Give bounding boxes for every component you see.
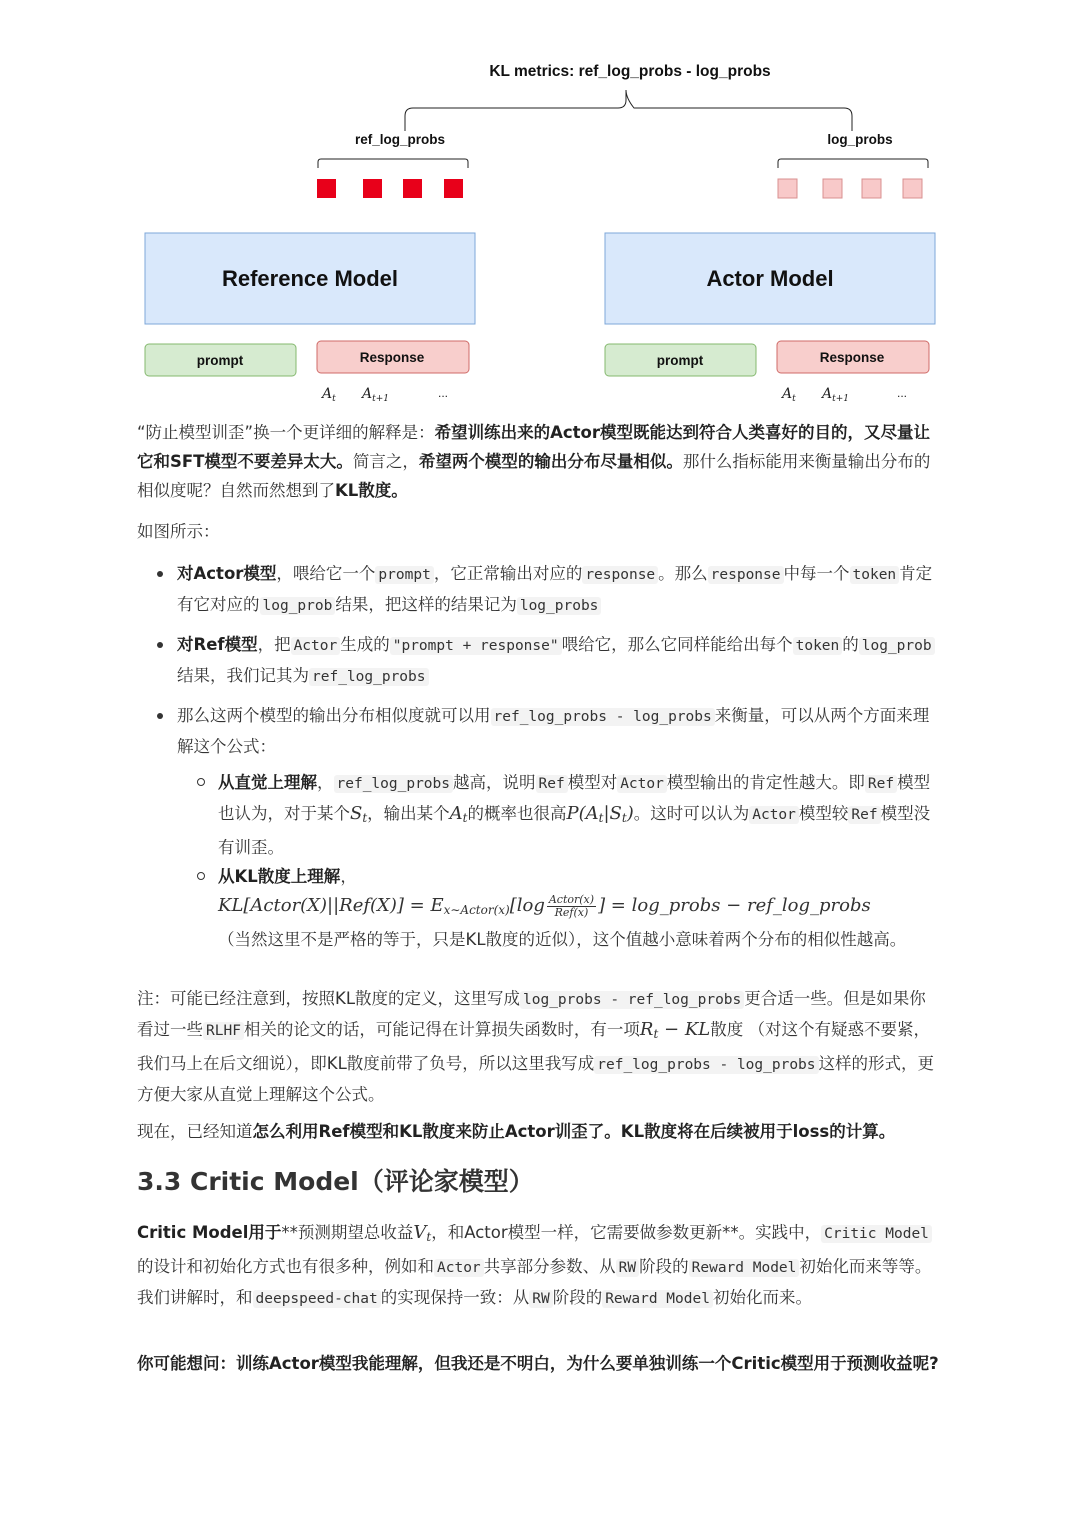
actor-token-1 <box>778 179 797 198</box>
s1-c6: Ref <box>848 806 880 824</box>
s1-c2: Ref <box>536 775 568 793</box>
p4-t5: 阶段的 <box>639 1257 689 1276</box>
b2-c2: "prompt + response" <box>390 637 562 655</box>
ref-token-4 <box>444 179 463 198</box>
as-shown-paragraph <box>137 517 941 546</box>
p1-bold-2: 希望两个模型的输出分布尽量相似。 <box>418 452 683 471</box>
s1-m3b: |S <box>603 803 622 824</box>
s2-t1: （当然这里不是严格的等于，只是KL散度的近似），这个值越小意味着两个分布的相似性越高。 <box>218 930 907 949</box>
left-token-a-t1-base: A <box>362 386 373 402</box>
b1-c2: response <box>582 566 658 584</box>
left-token-a-t-base: A <box>322 386 333 402</box>
b1-c5: log_prob <box>260 597 336 615</box>
note-t2: 更合适一些。但是如果你看过一些 <box>137 989 926 1039</box>
s2-fsub: x∼Actor(x) <box>443 903 510 917</box>
note-m1: R <box>639 1019 654 1040</box>
p5-bold: 你可能想问：训练Actor模型我能理解，但我还是不明白，为什么要单独训练一个Critic模型用于预测收益呢? <box>137 1354 939 1373</box>
s1-t2: 模型对 <box>567 773 618 792</box>
right-token-a-t <box>780 386 796 404</box>
kl-explanation-paragraph <box>137 418 941 505</box>
s1-t0: ， <box>317 773 334 792</box>
s1-m1: S <box>350 803 363 824</box>
s2-f2: [log <box>509 895 545 916</box>
section-heading-wrap <box>137 1166 941 1198</box>
b2-c1: Actor <box>291 637 341 655</box>
b3-c1: ref_log_probs - log_probs <box>491 708 715 726</box>
b3-t1: 那么这两个模型的输出分布相似度就可以用 <box>177 706 491 725</box>
kl-formula <box>218 892 871 919</box>
s1-t3: 模型输出的肯定性越大。即 <box>666 773 865 792</box>
note-math <box>640 1019 710 1040</box>
p4-c3: RW <box>616 1259 639 1277</box>
s2-t0: ， <box>340 867 357 886</box>
p4-t4: 共享部分参数、从 <box>483 1257 616 1276</box>
ref-token-2 <box>363 179 382 198</box>
question-paragraph <box>137 1349 941 1378</box>
s1-bold: 从直觉上理解 <box>218 773 317 792</box>
bullet-actor <box>137 559 941 621</box>
p4-t6: 初始化而来等等。我们讲解时，和 <box>137 1257 932 1307</box>
b2-t2: 生成的 <box>340 635 390 654</box>
s1-math-p <box>567 803 634 824</box>
right-label: log_probs <box>827 132 893 147</box>
p4-t2: ，和Actor模型一样，它需要做参数更新**。实践中， <box>431 1223 822 1242</box>
p4-t9: 初始化而来。 <box>712 1288 812 1307</box>
s1-t6: 的概率也很高 <box>467 804 567 823</box>
p1-bold-3: KL散度。 <box>335 481 408 500</box>
s1-m3s1: t <box>598 811 604 825</box>
s1-t1: 越高，说明 <box>453 773 536 792</box>
b1-c3: response <box>708 566 784 584</box>
critic-paragraph <box>137 1218 941 1314</box>
left-ellipsis: ... <box>438 386 449 400</box>
b3-t2: 来衡量，可以从两个方面来理解这个公式： <box>177 706 930 756</box>
right-ellipsis: ... <box>897 386 908 400</box>
left-token-a-t1 <box>360 386 389 404</box>
b2-t3: 喂给它，那么它同样能给出每个 <box>561 635 793 654</box>
p4-c6: RW <box>529 1290 552 1308</box>
s1-t9: 模型没有训歪。 <box>218 804 931 857</box>
p4-c4: Reward Model <box>689 1259 800 1277</box>
diagram-title: KL metrics: ref_log_probs - log_probs <box>489 63 771 80</box>
note-c2: RLHF <box>203 1022 244 1040</box>
p4-c1: Critic Model <box>821 1225 932 1243</box>
s1-m1s: t <box>362 811 368 825</box>
b1-c1: prompt <box>375 566 433 584</box>
left-token-a-t1-sub: t+1 <box>372 394 390 404</box>
s1-c1: ref_log_probs <box>334 775 454 793</box>
s1-t4: 模型也认为，对于某个 <box>218 773 931 823</box>
s1-math-s <box>350 803 367 824</box>
s1-math-a <box>450 803 468 824</box>
p4-bold: Critic Model用于 <box>137 1223 282 1242</box>
actor-model-label: Actor Model <box>706 266 834 291</box>
note-t1: 注：可能已经注意到，按照KL散度的定义，这里写成 <box>137 989 521 1008</box>
b1-bold: 对Actor模型 <box>177 564 277 583</box>
p4-t3: 的设计和初始化方式也有很多种，例如和 <box>137 1257 434 1276</box>
p1-c: 简言之， <box>352 452 419 471</box>
note-paragraph <box>137 984 941 1109</box>
b1-t4: 中每一个 <box>783 564 850 583</box>
left-bracket <box>318 159 468 168</box>
right-prompt-label: prompt <box>656 353 704 368</box>
note-t3: 相关的论文的话，可能记得在计算损失函数时，有一项 <box>243 1020 640 1039</box>
right-bracket <box>778 159 928 168</box>
s2-f1: KL[Actor(X)||Ref(X)] = E <box>218 895 444 916</box>
s1-c3: Actor <box>617 775 667 793</box>
p4-c5: deepspeed-chat <box>253 1290 381 1308</box>
p4-c7: Reward Model <box>602 1290 713 1308</box>
actor-token-2 <box>823 179 842 198</box>
kl-diagram <box>0 0 1080 410</box>
left-token-a-t-sub: t <box>332 394 336 404</box>
p4-m1s: t <box>426 1230 432 1244</box>
s1-m2: A <box>449 803 463 824</box>
s1-t8: 模型较 <box>798 804 849 823</box>
right-response-label: Response <box>819 350 885 365</box>
p4-c2: Actor <box>434 1259 484 1277</box>
title-bracket <box>405 90 852 131</box>
s2-fnum: Actor(x) <box>548 892 595 906</box>
summary-paragraph <box>137 1117 941 1146</box>
actor-token-4 <box>903 179 922 198</box>
bullet-list <box>137 559 941 954</box>
s1-c5: Actor <box>749 806 799 824</box>
p4-m1: V <box>413 1222 427 1243</box>
ref-token-3 <box>403 179 422 198</box>
note-m2: − KL <box>658 1019 711 1040</box>
s2-bold: 从KL散度上理解 <box>218 867 341 886</box>
p4-t1: **预测期望总收益 <box>281 1223 414 1242</box>
actor-token-3 <box>862 179 881 198</box>
b2-c4: log_prob <box>859 637 935 655</box>
left-token-a-t <box>320 386 336 404</box>
p3-t1: 现在，已经知道 <box>137 1122 253 1141</box>
s1-m3c: ) <box>626 803 634 824</box>
s1-m2s: t <box>462 811 468 825</box>
p4-t7: 的实现保持一致：从 <box>380 1288 530 1307</box>
right-token-a-t-sub: t <box>792 394 796 404</box>
s2-f3: ] = log_probs − ref_log_probs <box>598 895 871 916</box>
right-token-a-t1-sub: t+1 <box>832 394 850 404</box>
p1-d: 那什么指标能用来衡量输出分布的相似度呢？自然而然想到了 <box>137 452 931 500</box>
b1-c4: token <box>850 566 900 584</box>
right-token-a-t1-base: A <box>822 386 833 402</box>
note-c3: ref_log_probs - log_probs <box>594 1056 818 1074</box>
s1-t5: ，输出某个 <box>367 804 450 823</box>
b2-bold: 对Ref模型 <box>177 635 258 654</box>
b2-c3: token <box>793 637 843 655</box>
b1-t6: 结果，把这样的结果记为 <box>335 595 517 614</box>
as-shown-text: 如图所示： <box>137 522 220 541</box>
b2-t1: ，把 <box>257 635 291 654</box>
sub-bullet-kl <box>177 862 941 954</box>
b1-t5: 肯定有它对应的 <box>177 564 933 614</box>
b2-c5: ref_log_probs <box>309 668 429 686</box>
kl-fraction <box>547 894 596 919</box>
b2-t5: 结果，我们记其为 <box>177 666 309 685</box>
p1-bold-1: 希望训练出来的Actor模型既能达到符合人类喜好的目的，又尽量让它和SFT模型不要差异太大。 <box>137 423 931 471</box>
p1-a: “防止模型训歪”换一个更详细的解释是： <box>137 423 435 442</box>
note-t5: 这样的形式，更方便大家从直觉上理解这个公式。 <box>137 1054 935 1104</box>
s1-t7: 。这时可以认为 <box>633 804 750 823</box>
b1-t1: ，喂给它一个 <box>276 564 376 583</box>
note-m1s: t <box>653 1027 659 1041</box>
b1-t2: ，它正常输出对应的 <box>433 564 583 583</box>
p3-bold: 怎么利用Ref模型和KL散度来防止Actor训歪了。KL散度将在后续被用于loss的计算。 <box>252 1122 896 1141</box>
right-token-a-t-base: A <box>782 386 793 402</box>
note-t4: 散度 （对这个有疑惑不要紧，我们马上在后文细说），即KL散度前带了负号，所以这里我写成 <box>137 1020 930 1073</box>
bullet-ref <box>137 630 941 692</box>
left-label: ref_log_probs <box>354 132 446 147</box>
bullet-similarity <box>137 701 941 954</box>
section-heading: 3.3 Critic Model（评论家模型） <box>137 1167 534 1196</box>
p4-math <box>413 1222 431 1243</box>
left-response-label: Response <box>359 350 425 365</box>
s1-c4: Ref <box>865 775 897 793</box>
note-c1: log_probs - ref_log_probs <box>520 991 744 1009</box>
right-token-a-t1 <box>820 386 849 404</box>
left-prompt-label: prompt <box>196 353 244 368</box>
b1-c6: log_probs <box>517 597 602 615</box>
sub-bullet-intuition <box>177 768 941 862</box>
s1-m3a: P(A <box>566 803 599 824</box>
b1-t3: 。那么 <box>658 564 708 583</box>
s2-fden: Ref(x) <box>554 905 589 919</box>
reference-model-label: Reference Model <box>221 266 399 291</box>
p4-t8: 阶段的 <box>552 1288 603 1307</box>
b2-t4: 的 <box>842 635 859 654</box>
s1-m3s2: t <box>621 811 627 825</box>
ref-token-1 <box>317 179 336 198</box>
